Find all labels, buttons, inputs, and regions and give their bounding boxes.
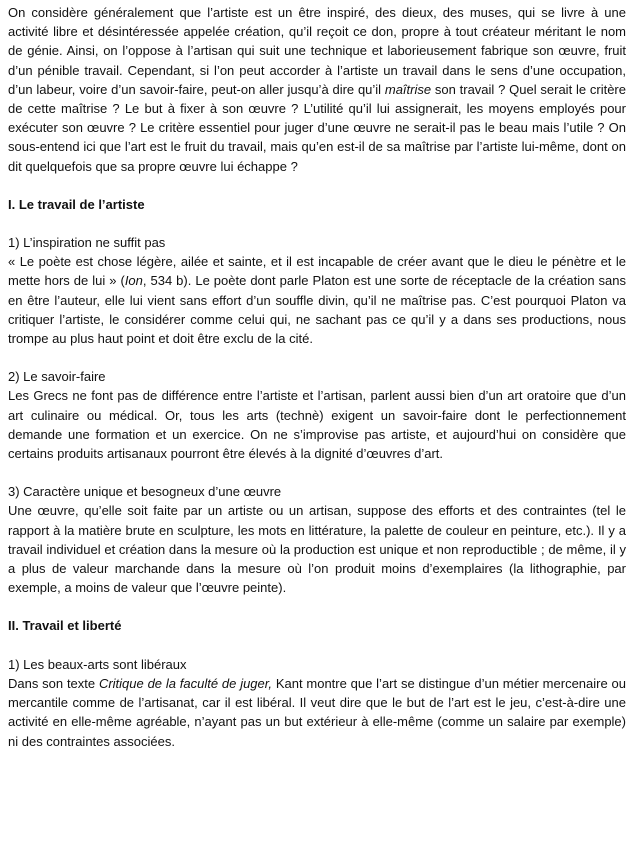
spacer — [8, 348, 626, 367]
intro-text-a: On considère généralement que l’artiste est un être inspiré, des dieux, des muses, qui se livre à une activité libre et désintéressée appelée création, qu’il reçoit ce don, propre à tout créateur méritant le nom de génie. Ainsi, on l’oppose à l’artisan qui suit une technique et laborieusement fabrique son œuvre, fruit d’un pénible travail. Cependant, si l’on peut accorder à l’artiste un travail dans le sens d’une occupation, d’un labeur, voire d’un savoir-faire, peut-on aller jusqu’à dire qu’il — [8, 5, 626, 97]
spacer — [8, 214, 626, 233]
section-1-sub-1-paragraph — [8, 252, 626, 348]
intro-text-b: son travail ? Quel serait le critère de cette maîtrise ? Le but à fixer à son œuvre ? L’utilité qu’il lui assignerait, les moyens employés pour exécuter son œuvre ? Le critère essentiel pour juger d’une œuvre ne serait-il pas le beau mais l’utile ? On sous-entend ici que l’art est le fruit du travail, mais qu’en est-il de sa maîtrise par l’artiste lui-même, dont on dit quelquefois que sa propre œuvre lui échappe ? — [8, 81, 626, 174]
spacer — [8, 597, 626, 616]
section-1-sub-2-paragraph: Les Grecs ne font pas de différence entre l’artiste et l’artisan, parlent aussi bien d’un art oratoire que d’un art culinaire ou médical. Or, tous les arts (technè) exigent un savoir-faire dont le perfectionnement demande une formation et un exercice. On ne s’improvise pas artiste, et aujourd’hui on considère que certains produits artisanaux pourront être élevés à la dignité d’œuvres d’art. — [8, 388, 626, 462]
s2-sub-1-text-a: Dans son texte — [8, 675, 99, 691]
sub-1-emphasis: Ion — [124, 273, 143, 289]
spacer — [8, 176, 626, 195]
section-2-heading: II. Travail et liberté — [8, 618, 122, 634]
section-1-heading: I. Le travail de l’artiste — [8, 196, 145, 212]
section-2-sub-1-heading: 1) Les beaux-arts sont libéraux — [8, 656, 187, 672]
spacer — [8, 636, 626, 655]
intro-emphasis: maîtrise — [384, 81, 432, 97]
section-2-sub-1-paragraph — [8, 674, 626, 751]
s2-sub-1-emphasis: Critique de la faculté de juger, — [98, 675, 272, 691]
sub-1-text-a: « Le poète est chose légère, ailée et sainte, et il est incapable de créer avant que le dieu le pénètre et le mette hors de lui » ( — [8, 254, 626, 289]
section-1-sub-1-heading: 1) L’inspiration ne suffit pas — [8, 235, 166, 251]
section-1-sub-2-heading: 2) Le savoir-faire — [8, 369, 106, 385]
intro-paragraph — [8, 3, 626, 176]
section-1-sub-3-heading: 3) Caractère unique et besogneux d’une œuvre — [8, 484, 282, 500]
s2-sub-1-text-b: Kant montre que l’art se distingue d’un métier mercenaire ou mercantile comme de l’artisanat, car il est libéral. Il veut dire que le but de l’art est le jeu, c’est-à-dire une activité en elle-même agréable, n’ayant pas un but extérieur à elle-même (comme un salaire par exemple) ni des contraintes associées. — [8, 675, 626, 749]
section-1-sub-3-paragraph: Une œuvre, qu’elle soit faite par un artiste ou un artisan, suppose des efforts et des contraintes (tel le rapport à la matière brute en sculpture, les mots en littérature, la palette de couleur en peinture, etc.). Il y a travail individuel et création dans la mesure où la production est unique et non reproductible ; de même, il y a plus de valeur marchande dans la mesure où l’on produit moins d’exemplaires (la lithographie, par exemple, a moins de valeur que l’œuvre peinte). — [8, 503, 626, 596]
spacer — [8, 463, 626, 482]
sub-1-text-b: , 534 b). Le poète dont parle Platon est une sorte de réceptacle de la création sans en être l’auteur, elle lui vient sans effort d’un souffle divin, qu’il ne maîtrise pas. C’est pourquoi Platon va critiquer l’artiste, le considérer comme celui qui, ne sachant pas ce qu’il y a dans ses productions, nous trompe au plus haut point et doit être exclu de la cité. — [8, 273, 627, 347]
